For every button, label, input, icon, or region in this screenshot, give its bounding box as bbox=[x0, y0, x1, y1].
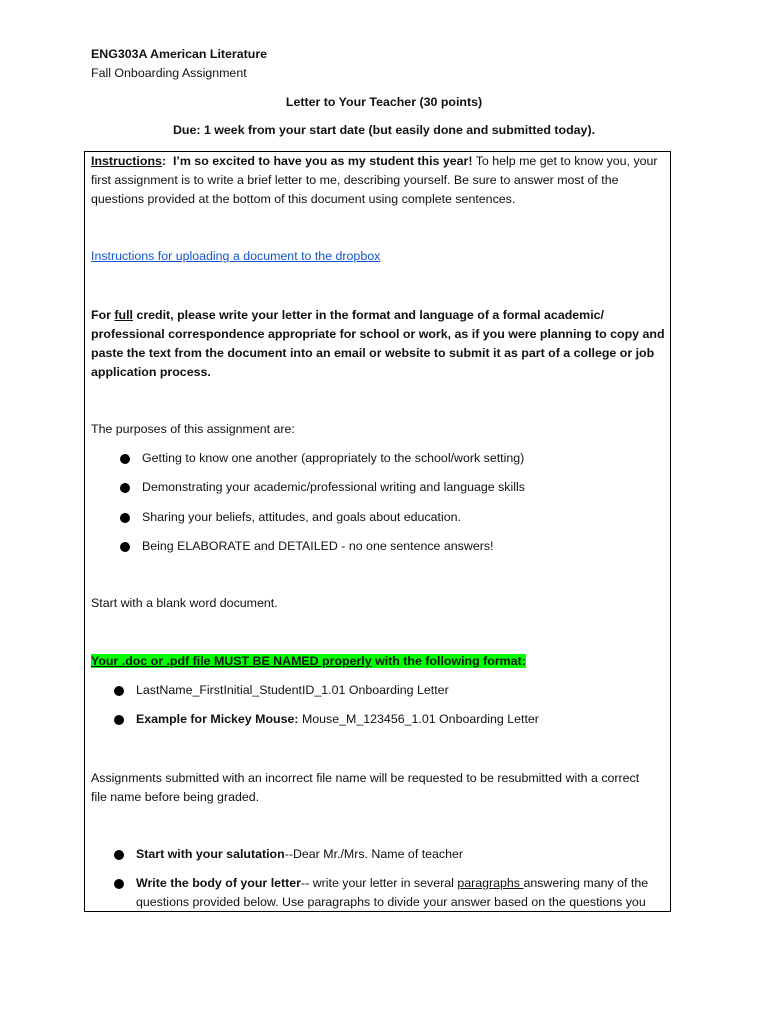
bullet-icon bbox=[114, 850, 124, 860]
bullet-icon bbox=[120, 513, 130, 523]
full-credit-line-1 bbox=[91, 306, 604, 325]
incorrect-name-line-1: Assignments submitted with an incorrect file name will be requested to be resubmitted with a correct bbox=[91, 771, 640, 785]
full-credit-full: full bbox=[114, 308, 133, 322]
full-credit-line-2: professional correspondence appropriate for school or work, as if you were planning to copy and bbox=[91, 327, 665, 341]
bullet-icon bbox=[114, 686, 124, 696]
bullet-icon bbox=[114, 879, 124, 889]
bullet-icon bbox=[120, 483, 130, 493]
full-credit-line-4: application process. bbox=[91, 365, 211, 379]
instructions-line-3: questions provided at the bottom of this document using complete sentences. bbox=[91, 192, 516, 206]
naming-example-label: Example for Mickey Mouse: bbox=[136, 712, 299, 726]
excited-text: I’m so excited to have you as my student this year! bbox=[172, 154, 473, 168]
purpose-item: Getting to know one another (appropriately to the school/work setting) bbox=[142, 451, 525, 465]
body-text-1: -- write your letter in several bbox=[301, 876, 458, 890]
purposes-intro: The purposes of this assignment are: bbox=[91, 422, 295, 436]
full-credit-pre: For bbox=[91, 308, 115, 322]
salutation-label: Start with your salutation bbox=[136, 847, 285, 861]
salutation-text: --Dear Mr./Mrs. Name of teacher bbox=[284, 847, 464, 861]
course-title: ENG303A American Literature bbox=[91, 47, 268, 61]
start-blank-document: Start with a blank word document. bbox=[91, 596, 278, 610]
body-step bbox=[136, 874, 648, 893]
body-label: Write the body of your letter bbox=[136, 876, 301, 890]
naming-requirement bbox=[91, 652, 526, 671]
instructions-label: Instructions bbox=[91, 154, 162, 168]
instructions-box bbox=[84, 151, 671, 912]
naming-example-value: Mouse_M_123456_1.01 Onboarding Letter bbox=[298, 712, 539, 726]
naming-highlight-underlined: Your .doc or .pdf file MUST BE NAMED properly bbox=[91, 654, 372, 668]
bullet-icon bbox=[114, 715, 124, 725]
instructions-line-2: first assignment is to write a brief letter to me, describing yourself. Be sure to answer most of the bbox=[91, 173, 619, 187]
bullet-icon bbox=[120, 542, 130, 552]
instructions-text-1: To help me get to know you, your bbox=[472, 154, 658, 168]
naming-highlight-rest: with the following format: bbox=[371, 654, 526, 668]
dropbox-instructions-link[interactable]: Instructions for uploading a document to the dropbox bbox=[91, 249, 381, 263]
body-text-2: answering many of the bbox=[523, 876, 649, 890]
purpose-item: Demonstrating your academic/professional writing and language skills bbox=[142, 480, 525, 494]
assignment-subtitle: Fall Onboarding Assignment bbox=[91, 66, 247, 80]
purpose-item: Sharing your beliefs, attitudes, and goals about education. bbox=[142, 510, 461, 524]
purpose-item: Being ELABORATE and DETAILED - no one sentence answers! bbox=[142, 539, 494, 553]
naming-example bbox=[136, 710, 539, 729]
naming-format: LastName_FirstInitial_StudentID_1.01 Onboarding Letter bbox=[136, 683, 449, 697]
instructions-colon: : bbox=[161, 154, 167, 168]
instructions-line-1 bbox=[91, 152, 658, 171]
body-paragraphs: paragraphs bbox=[457, 876, 524, 890]
bullet-icon bbox=[120, 454, 130, 464]
due-date: Due: 1 week from your start date (but easily done and submitted today). bbox=[172, 123, 596, 137]
full-credit-post: credit, please write your letter in the format and language of a formal academic/ bbox=[133, 308, 604, 322]
full-credit-line-3: paste the text from the document into an email or website to submit it as part of a college or job bbox=[91, 346, 655, 360]
incorrect-name-line-2: file name before being graded. bbox=[91, 790, 260, 804]
page-title: Letter to Your Teacher (30 points) bbox=[285, 95, 483, 109]
salutation-step bbox=[136, 845, 463, 864]
body-step-line-2: questions provided below. Use paragraphs to divide your answer based on the questions you bbox=[136, 895, 646, 909]
